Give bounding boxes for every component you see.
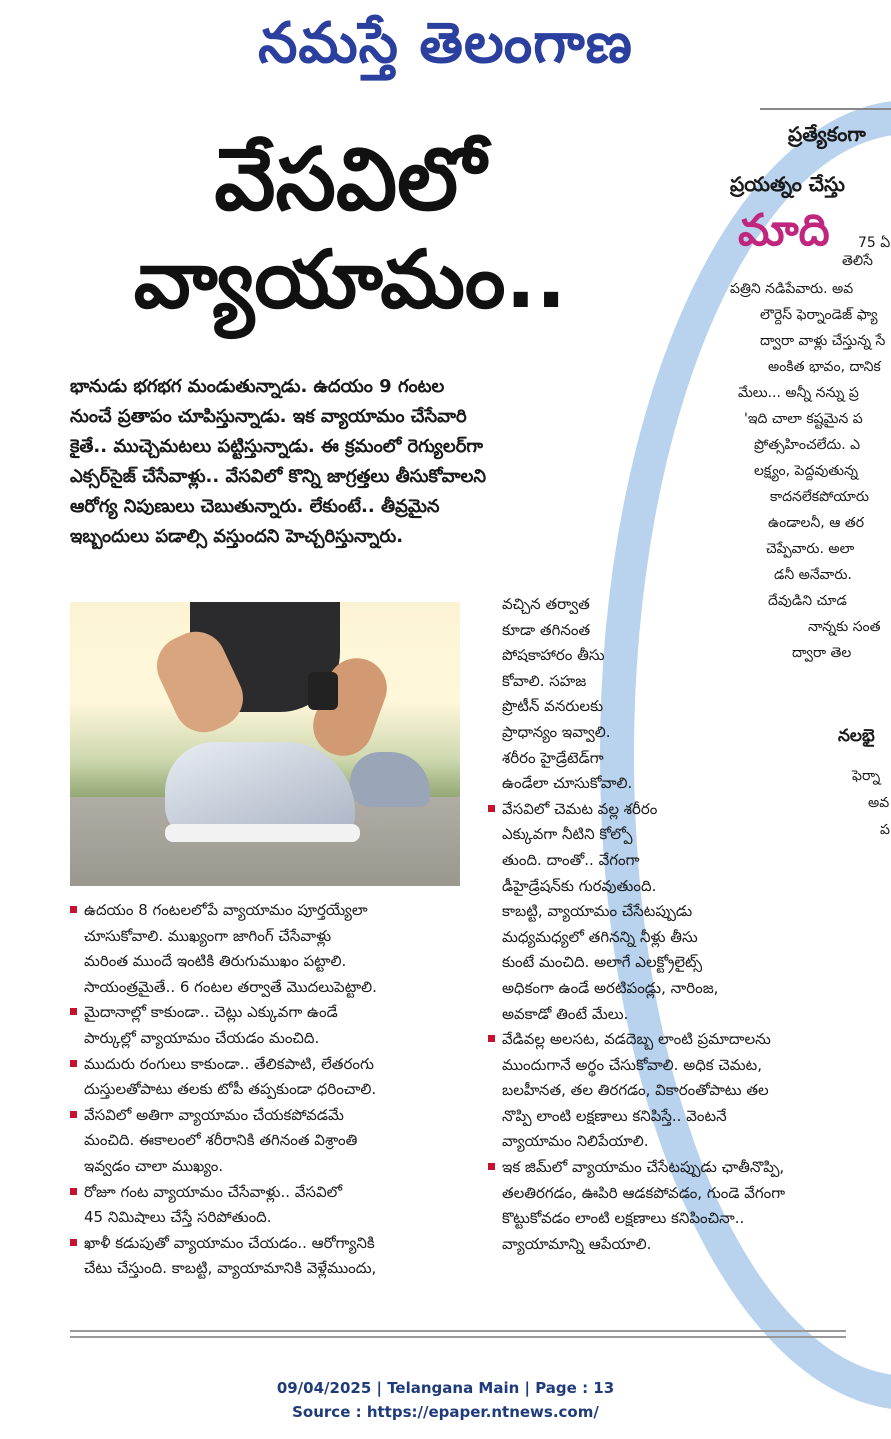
article-headline: [70, 130, 630, 330]
intro-line: భానుడు భగభగ మండుతున్నాడు. ఉదయం 9 గంటల: [70, 376, 445, 397]
adjacent-bottom-head: నలభై: [838, 726, 875, 746]
adjacent-article-line: డనీ అనేవారు.: [774, 567, 852, 583]
text-line: దుస్తులతోపాటు తలకు టోపీ తప్పకుండా ధరించాలి.: [84, 1080, 377, 1099]
text-line: ఉండేలా చూసుకోవాలి.: [502, 774, 633, 793]
text-line: అధికంగా ఉండే అరటిపండ్లు, నారింజ,: [502, 978, 719, 997]
adjacent-bottom-line: అవ: [868, 795, 890, 811]
newspaper-masthead: నమస్తే తెలంగాణ: [258, 11, 633, 76]
adjacent-bottom-line: ఫెర్నా: [852, 768, 881, 784]
bullet-line: ఇక జిమ్‌లో వ్యాయామం చేసేటప్పుడు ఛాతీనొప్పి,: [502, 1155, 847, 1181]
footer-edition: 09/04/2025 | Telangana Main | Page : 13: [276, 1379, 615, 1397]
headline-line-1: వేసవిలో: [214, 130, 486, 230]
text-line: చేటు చేస్తుంది. కాబట్టి, వ్యాయామానికి వెళ్లేముందు,: [84, 1259, 377, 1278]
adjacent-article-line: కాదనలేకపోయారు: [770, 489, 869, 505]
article-photo: [70, 602, 460, 886]
text-line: ప్రొటీన్ వనరులకు: [502, 697, 604, 716]
intro-line: ఎక్సర్‌సైజ్ చేసేవాళ్లు.. వేసవిలో కొన్ని జాగ్రత్తలు తీసుకోవాలని: [70, 466, 486, 487]
adjacent-article-line: 'ఇది చాలా కష్టమైన ప: [744, 411, 863, 427]
text-line: డీహైడ్రేషన్‌కు గురవుతుంది.: [502, 876, 657, 895]
text-line: తలతిరగడం, ఊపిరి ఆడకపోవడం, గుండె వేగంగా: [502, 1183, 786, 1202]
adjacent-article-line: నాన్నకు సంత: [808, 619, 881, 635]
adjacent-article-line: లక్ష్యం, పెద్దవుతున్న: [754, 463, 859, 479]
text-line: పార్కుల్లో వ్యాయామం చేయడం మంచిది.: [84, 1028, 320, 1047]
text-line: మంచిది. ఈకాలంలో శరీరానికి తగినంత విశ్రాంతి: [84, 1131, 358, 1150]
bullet-line: ఖాళీ కడుపుతో వ్యాయామం చేయడం.. ఆరోగ్యానికి: [84, 1231, 464, 1257]
text-line: 45 నిమిషాలు చేస్తే సరిపోతుంది.: [84, 1208, 272, 1227]
adjacent-subhead-1: ప్రత్యేకంగా: [788, 122, 866, 146]
page-footer: [0, 1376, 891, 1424]
adjacent-subhead-2: ప్రయత్నం చేస్తు: [730, 172, 845, 196]
adjacent-bottom-line: ప: [880, 822, 890, 838]
text-line: మరింత ముందే ఇంటికి తిరుగుముఖం పట్టాలి.: [84, 952, 347, 971]
adjacent-article-line: 75 ఏ: [858, 235, 891, 251]
page-separator: [70, 1336, 846, 1338]
text-line: సాయంత్రమైతే.. 6 గంటల తర్వాతే మొదలుపెట్టాలి.: [84, 977, 377, 996]
text-line: అవకాడో తింటే మేలు.: [502, 1004, 629, 1023]
bullet-line: వేసవిలో చెమట వల్ల శరీరం: [502, 797, 847, 823]
adjacent-article-line: ప్రోత్సహించలేదు. ఎ: [754, 437, 861, 453]
text-line: బలహీనత, తల తిరగడం, వికారంతోపాటు తల: [502, 1081, 769, 1100]
adjacent-article-rule: [760, 108, 891, 110]
adjacent-article-line: లౌర్దెస్ ఫెర్నాండెజ్ ఫ్యా: [760, 307, 878, 323]
bullet-line: ఉదయం 8 గంటలలోపే వ్యాయామం పూర్తయ్యేలా: [84, 898, 464, 924]
photo-watch: [308, 672, 338, 710]
intro-line: ఇబ్బందులు పడాల్సి వస్తుందని హెచ్చరిస్తున్నారు.: [70, 526, 404, 547]
text-line: ఎక్కువగా నీటిని కోల్పో: [502, 825, 633, 844]
text-line: కోవాలి. సహజ: [502, 671, 587, 690]
text-line: ముందుగానే అర్థం చేసుకోవాలి. అధిక చెమట,: [502, 1055, 763, 1074]
article-intro: [70, 372, 600, 552]
adjacent-article-line: పత్రిని నడిపేవారు. అవ: [730, 281, 854, 297]
text-line: మధ్యమధ్యలో తగినన్ని నీళ్లు తీసు: [502, 927, 698, 946]
text-line: నొప్పి లాంటి లక్షణాలు కనిపిస్తే.. వెంటనే: [502, 1106, 727, 1125]
text-line: తుంది. దాంతో.. వేగంగా: [502, 850, 640, 869]
intro-line: కైతే.. ముచ్చెమటలు పట్టిస్తున్నాడు. ఈ క్రమంలో రెగ్యులర్‌గా: [70, 436, 483, 457]
text-line: వచ్చిన తర్వాత: [502, 595, 590, 613]
text-line: వ్యాయామాన్ని ఆపేయాలి.: [502, 1234, 652, 1253]
adjacent-article-line: ద్వారా వాళ్లు చేస్తున్న సే: [760, 333, 886, 349]
adjacent-article-line: చెప్పేవారు. అలా: [766, 541, 855, 557]
intro-line: నుంచే ప్రతాపం చూపిస్తున్నాడు. ఇక వ్యాయామం చేసేవారి: [70, 406, 467, 427]
adjacent-article-line: మేలు... అన్నీ నన్ను ప్ర: [738, 385, 859, 401]
bullet-line: ముదురు రంగులు కాకుండా.. తేలికపాటి, లేతరంగు: [84, 1052, 464, 1078]
adjacent-article-line: ఉండాలనీ, ఆ తర: [768, 515, 865, 531]
adjacent-drop-word: మాది: [738, 205, 830, 256]
left-text-column: [84, 898, 464, 1282]
adjacent-article-line: తెలిసే: [842, 253, 873, 269]
bullet-line: వేడివల్ల అలసట, వడదెబ్బ లాంటి ప్రమాదాలను: [502, 1027, 847, 1053]
intro-line: ఆరోగ్య నిపుణులు చెబుతున్నారు. లేకుంటే.. తీవ్రమైన: [70, 496, 440, 517]
text-line: కూడా తగినంత: [502, 620, 591, 639]
adjacent-article-line: అంకిత భావం, దానిక: [768, 359, 881, 375]
adjacent-article-line: ద్వారా తెల: [792, 645, 852, 661]
text-line: శరీరం హైడ్రేటెడ్‌గా: [502, 748, 604, 767]
footer-source: Source : https://epaper.ntnews.com/: [292, 1403, 599, 1421]
bullet-line: మైదానాల్లో కాకుండా.. చెట్లు ఎక్కువగా ఉండే: [84, 1000, 464, 1026]
text-line: కుంటే మంచిది. అలాగే ఎలక్ట్రోలైట్స్: [502, 953, 703, 972]
text-line: చూసుకోవాలి. ముఖ్యంగా జాగింగ్ చేసేవాళ్లు: [84, 926, 332, 945]
photo-shoe-sole: [165, 824, 360, 842]
headline-line-2: వ్యాయామం..: [133, 233, 567, 326]
bullet-line: వేసవిలో అతిగా వ్యాయామం చేయకపోవడమే: [84, 1103, 464, 1129]
photo-back-shoe: [350, 752, 430, 807]
text-line: కాబట్టి, వ్యాయామం చేసేటప్పుడు: [502, 902, 693, 921]
text-line: కొట్టుకోవడం లాంటి లక్షణాలు కనిపించినా..: [502, 1209, 745, 1228]
text-line: పోషకాహారం తీసు: [502, 646, 605, 665]
page-separator: [70, 1330, 846, 1332]
text-line: వ్యాయామం నిలిపేయాలి.: [502, 1132, 649, 1151]
photo-shoe: [165, 742, 355, 837]
bullet-line: రోజూ గంట వ్యాయామం చేసేవాళ్లు.. వేసవిలో: [84, 1180, 464, 1206]
text-line: ప్రాధాన్యం ఇవ్వాలి.: [502, 722, 611, 741]
text-line: ఇవ్వడం చాలా ముఖ్యం.: [84, 1156, 224, 1175]
adjacent-article-line: దేవుడిని చూడ: [768, 593, 847, 609]
